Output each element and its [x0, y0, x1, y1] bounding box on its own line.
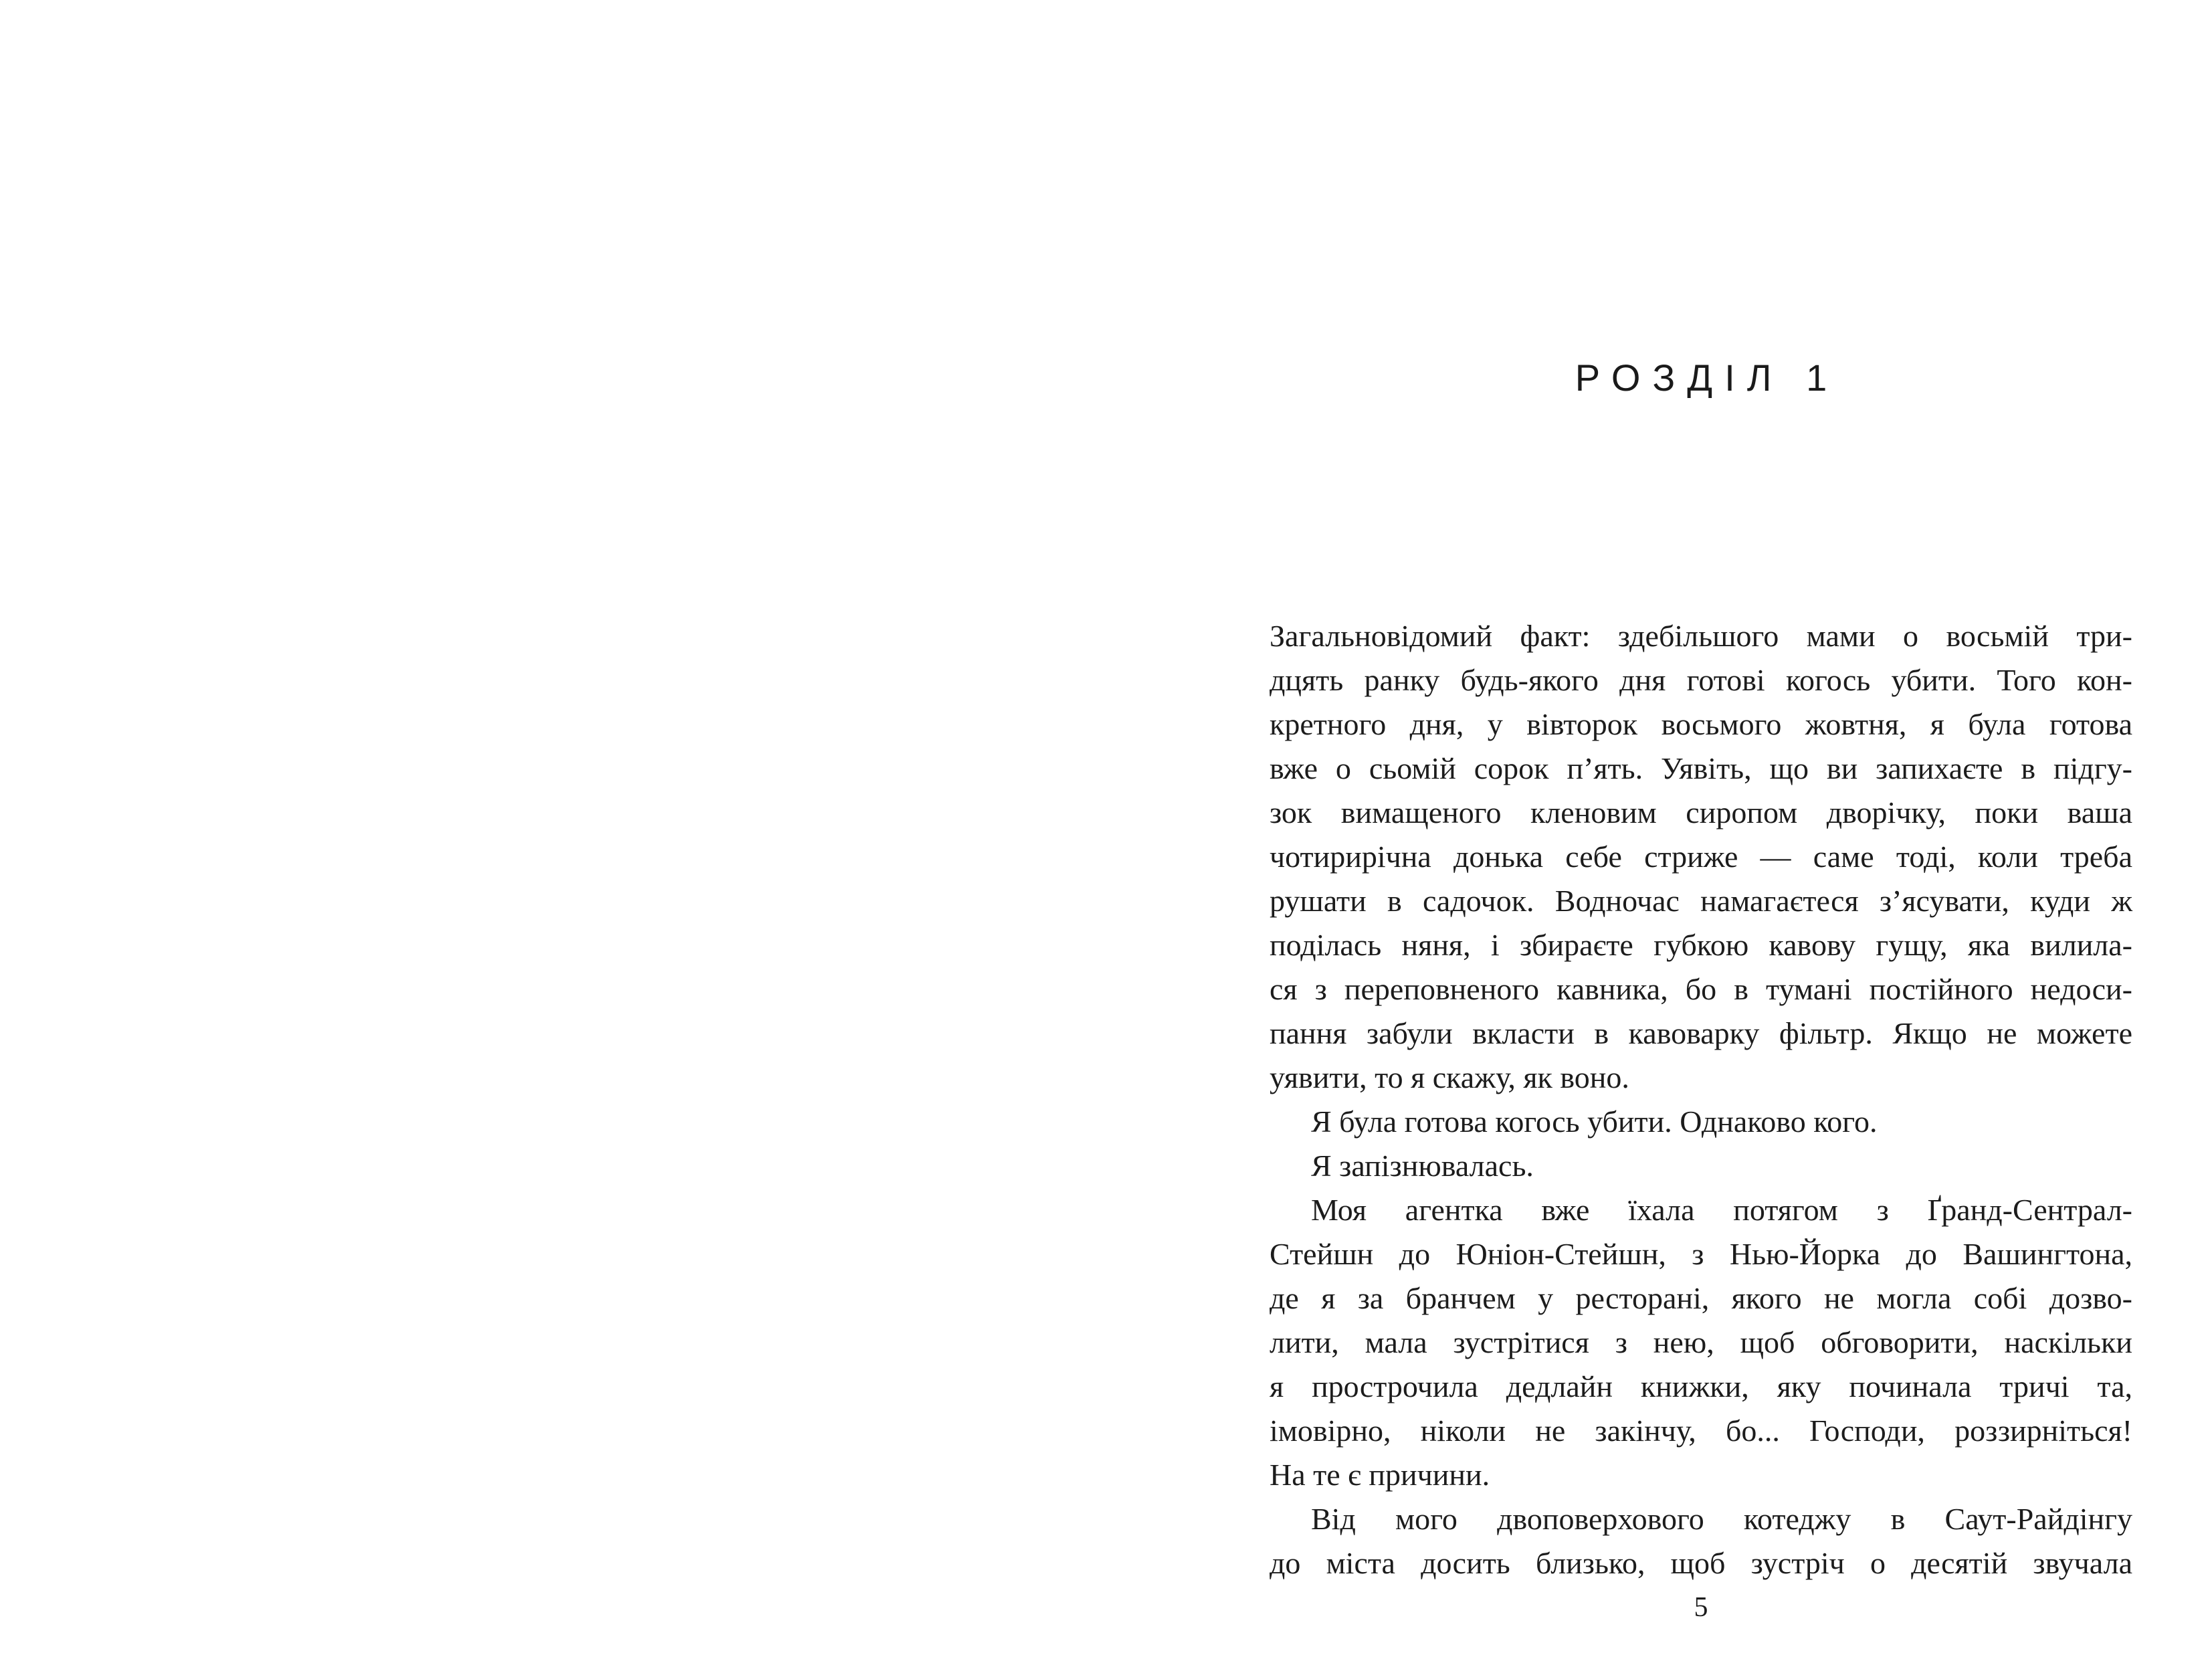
- text-line: ся з переповненого кавника, бо в тумані постійного недоси-: [1270, 972, 2132, 1006]
- text-line: Я запізнювалась.: [1311, 1149, 1534, 1183]
- text-line: зок вимащеного кленовим сиропом дворічку, поки ваша: [1270, 795, 2132, 830]
- text-line: Від мого двоповерхового котеджу в Саут-Райдінгу: [1311, 1502, 2132, 1536]
- text-line: де я за бранчем у ресторані, якого не могла собі дозво-: [1270, 1281, 2132, 1315]
- text-line: до міста досить близько, щоб зустріч о десятій звучала: [1270, 1546, 2132, 1580]
- text-column: [1270, 356, 2132, 1585]
- text-line: імовірно, ніколи не закінчу, бо... Господи, роззирніться!: [1270, 1413, 2132, 1448]
- text-line: я прострочила дедлайн книжки, яку починала тричі та,: [1270, 1369, 2132, 1403]
- chapter-title: РОЗДІЛ 1: [1575, 357, 1839, 399]
- page-number: 5: [1694, 1592, 1708, 1623]
- text-line: вже о сьомій сорок п’ять. Уявіть, що ви запихаєте в підгу-: [1270, 751, 2132, 785]
- body-text: [1270, 614, 2132, 1585]
- text-line: Я була готова когось убити. Однаково кого.: [1311, 1104, 1878, 1139]
- text-line: Моя агентка вже їхала потягом з Ґранд-Сентрал-: [1311, 1193, 2132, 1227]
- text-line: чотирирічна донька себе стриже — саме тоді, коли треба: [1270, 840, 2132, 874]
- text-line: уявити, то я скажу, як воно.: [1270, 1060, 1629, 1094]
- text-line: лити, мала зустрітися з нею, щоб обговорити, наскільки: [1270, 1325, 2132, 1359]
- text-line: На те є причини.: [1270, 1458, 1490, 1492]
- text-line: пання забули вкласти в кавоварку фільтр. Якщо не можете: [1270, 1016, 2132, 1050]
- text-line: поділась няня, і збираєте губкою кавову гущу, яка вилила-: [1270, 928, 2132, 962]
- text-line: кретного дня, у вівторок восьмого жовтня, я була готова: [1270, 707, 2132, 741]
- text-line: Загальновідомий факт: здебільшого мами о восьмій три-: [1270, 619, 2132, 653]
- text-line: рушати в садочок. Водночас намагаєтеся з’ясувати, куди ж: [1270, 884, 2132, 918]
- text-line: Стейшн до Юніон-Стейшн, з Нью-Йорка до Вашингтона,: [1270, 1237, 2132, 1271]
- text-line: дцять ранку будь-якого дня готові когось убити. Того кон-: [1270, 663, 2132, 697]
